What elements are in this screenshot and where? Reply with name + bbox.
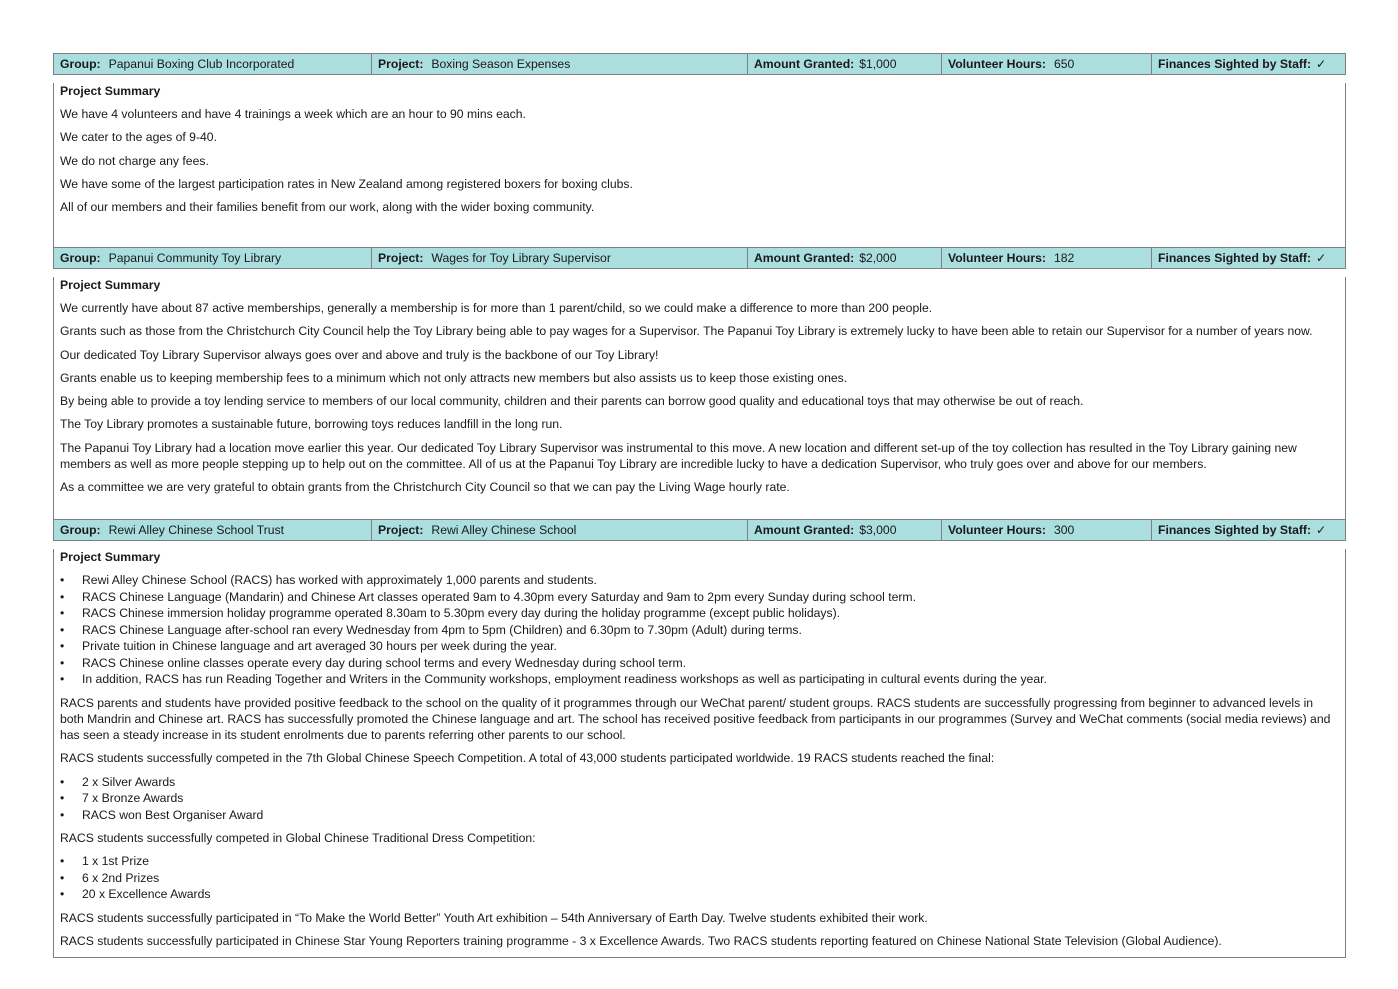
hours-label: Volunteer Hours: [948, 523, 1046, 537]
group-cell [54, 54, 372, 74]
hours-value: 182 [1053, 251, 1075, 265]
group-label: Group: [60, 251, 101, 265]
list-item: • 1 x 1st Prize [60, 853, 1339, 870]
project-label: Project: [378, 523, 424, 537]
list-item: • Rewi Alley Chinese School (RACS) has worked with approximately 1,000 parents and students. [60, 572, 1339, 589]
list-item: • Private tuition in Chinese language and art averaged 30 hours per week during the year. [60, 638, 1339, 655]
hours-label: Volunteer Hours: [948, 251, 1046, 265]
amount-value: $1,000 [859, 57, 897, 71]
project-cell [372, 54, 748, 74]
project-summary-section [53, 277, 1346, 519]
project-cell [372, 520, 748, 540]
group-cell [54, 520, 372, 540]
list-item: • RACS won Best Organiser Award [60, 807, 1339, 824]
summary-paragraph: RACS students successfully participated in Chinese Star Young Reporters training programme - 3 x Excellence Awards. Two RACS students reporting featured on Chinese National State Television (Global Audience). [60, 934, 1222, 949]
finances-label: Finances Sighted by Staff: [1158, 57, 1312, 71]
summary-paragraph: RACS students successfully competed in the 7th Global Chinese Speech Competition. A total of 43,000 students participated worldwide. 19 RACS students reached the final: [60, 751, 995, 766]
summary-paragraph: We have some of the largest participation rates in New Zealand among registered boxers for boxing clubs. [60, 176, 633, 191]
hours-value: 650 [1053, 57, 1075, 71]
project-value: Boxing Season Expenses [431, 57, 571, 71]
project-value: Wages for Toy Library Supervisor [431, 251, 611, 265]
group-value: Rewi Alley Chinese School Trust [108, 523, 285, 537]
project-label: Project: [378, 57, 424, 71]
group-value: Papanui Boxing Club Incorporated [108, 57, 295, 71]
amount-cell [748, 520, 942, 540]
summary-paragraph: We currently have about 87 active memberships, generally a membership is for more than 1 parent/child, so we could make a difference to more than 200 people. [60, 301, 933, 315]
finances-cell [1152, 520, 1345, 540]
hours-label: Volunteer Hours: [948, 57, 1046, 71]
summary-paragraph: Our dedicated Toy Library Supervisor always goes over and above and truly is the backbone of our Toy Library! [60, 347, 659, 362]
list-item: • 20 x Excellence Awards [60, 886, 1339, 903]
summary-paragraph: RACS students successfully competed in Global Chinese Traditional Dress Competition: [60, 831, 536, 846]
finances-cell [1152, 248, 1345, 268]
finances-label: Finances Sighted by Staff: [1158, 251, 1312, 265]
amount-label: Amount Granted: [754, 251, 855, 265]
summary-paragraph: The Toy Library promotes a sustainable future, borrowing toys reduces landfill in the long run. [60, 417, 563, 432]
hours-cell [942, 520, 1152, 540]
project-summary-heading: Project Summary [60, 550, 161, 564]
amount-label: Amount Granted: [754, 57, 855, 71]
dress-awards-list [60, 853, 1339, 903]
summary-paragraph: RACS students successfully participated in “To Make the World Better” Youth Art exhibition – 54th Anniversary of Earth Day. Twelve students exhibited their work. [60, 910, 928, 925]
summary-paragraph: Grants enable us to keeping membership fees to a minimum which not only attracts new members but also assists us to keep those existing ones. [60, 370, 848, 385]
entry-header [53, 247, 1346, 269]
summary-paragraph: Grants such as those from the Christchurch City Council help the Toy Library being able to pay wages for a Supervisor. The Papanui Toy Library is extremely lucky to have been able to retain our Supervisor for a number of years now. [60, 324, 1313, 339]
project-value: Rewi Alley Chinese School [431, 523, 577, 537]
speech-awards-list [60, 774, 1339, 824]
grants-document [53, 53, 1346, 958]
list-item: • RACS Chinese Language (Mandarin) and Chinese Art classes operated 9am to 4.30pm every Saturday and 9am to 2pm every Sunday during school term. [60, 589, 1339, 606]
list-item: • 7 x Bronze Awards [60, 790, 1339, 807]
summary-paragraph: All of our members and their families benefit from our work, along with the wider boxing community. [60, 200, 595, 215]
checkmark-icon: ✓ [1316, 57, 1327, 71]
group-cell [54, 248, 372, 268]
finances-label: Finances Sighted by Staff: [1158, 523, 1312, 537]
amount-cell [748, 54, 942, 74]
project-summary-section [53, 83, 1346, 247]
list-item: • 6 x 2nd Prizes [60, 870, 1339, 887]
amount-value: $3,000 [859, 523, 897, 537]
summary-paragraph: The Papanui Toy Library had a location move earlier this year. Our dedicated Toy Library Supervisor was instrumental to this move. A new location and different set-up of the toy collection has resulted in the Toy Library gaining new members as well as more people stepping up to help out on the committee. All of us at the Papanui Toy Library are incredible lucky to have a dedication Supervisor, who truly goes over and above for our members. [60, 440, 1297, 472]
entry-header [53, 53, 1346, 75]
summary-paragraph: We have 4 volunteers and have 4 trainings a week which are an hour to 90 mins each. [60, 107, 526, 121]
project-summary-heading: Project Summary [60, 84, 161, 98]
list-item: • RACS Chinese online classes operate every day during school terms and every Wednesday during school term. [60, 655, 1339, 672]
list-item: • RACS Chinese Language after-school ran every Wednesday from 4pm to 5pm (Children) and 6.30pm to 7.30pm (Adult) during terms. [60, 622, 1339, 639]
group-value: Papanui Community Toy Library [108, 251, 282, 265]
project-label: Project: [378, 251, 424, 265]
list-item: • 2 x Silver Awards [60, 774, 1339, 791]
checkmark-icon: ✓ [1316, 251, 1327, 265]
entry-header [53, 519, 1346, 541]
summary-paragraph: As a committee we are very grateful to obtain grants from the Christchurch City Council so that we can pay the Living Wage hourly rate. [60, 480, 790, 495]
list-item: • RACS Chinese immersion holiday programme operated 8.30am to 5.30pm every day during the holiday programme (except public holidays). [60, 605, 1339, 622]
project-summary-section [53, 549, 1346, 958]
summary-paragraph: We cater to the ages of 9-40. [60, 130, 217, 145]
hours-value: 300 [1053, 523, 1075, 537]
amount-cell [748, 248, 942, 268]
activities-list [60, 572, 1339, 688]
hours-cell [942, 248, 1152, 268]
group-label: Group: [60, 523, 101, 537]
finances-cell [1152, 54, 1345, 74]
checkmark-icon: ✓ [1316, 523, 1327, 537]
summary-paragraph: We do not charge any fees. [60, 153, 209, 168]
amount-label: Amount Granted: [754, 523, 855, 537]
amount-value: $2,000 [859, 251, 897, 265]
list-item: • In addition, RACS has run Reading Together and Writers in the Community workshops, employment readiness workshops as well as participating in cultural events during the year. [60, 671, 1339, 688]
summary-paragraph: By being able to provide a toy lending service to members of our local community, children and their parents can borrow good quality and educational toys that may otherwise be out of reach. [60, 394, 1084, 409]
project-summary-heading: Project Summary [60, 278, 161, 292]
summary-paragraph: RACS parents and students have provided positive feedback to the school on the quality of it programmes through our WeChat parent/ student groups. RACS students are successfully progressing from beginner to advanced levels in both Mandrin and Chinese art. RACS has successfully promoted the Chinese language and art. The school has received positive feedback from participants in our programmes (Survey and WeChat comments (social media reviews) and has seen a steady increase in its student enrolments due to parents referring other parents to our school. [60, 695, 1331, 743]
project-cell [372, 248, 748, 268]
hours-cell [942, 54, 1152, 74]
group-label: Group: [60, 57, 101, 71]
